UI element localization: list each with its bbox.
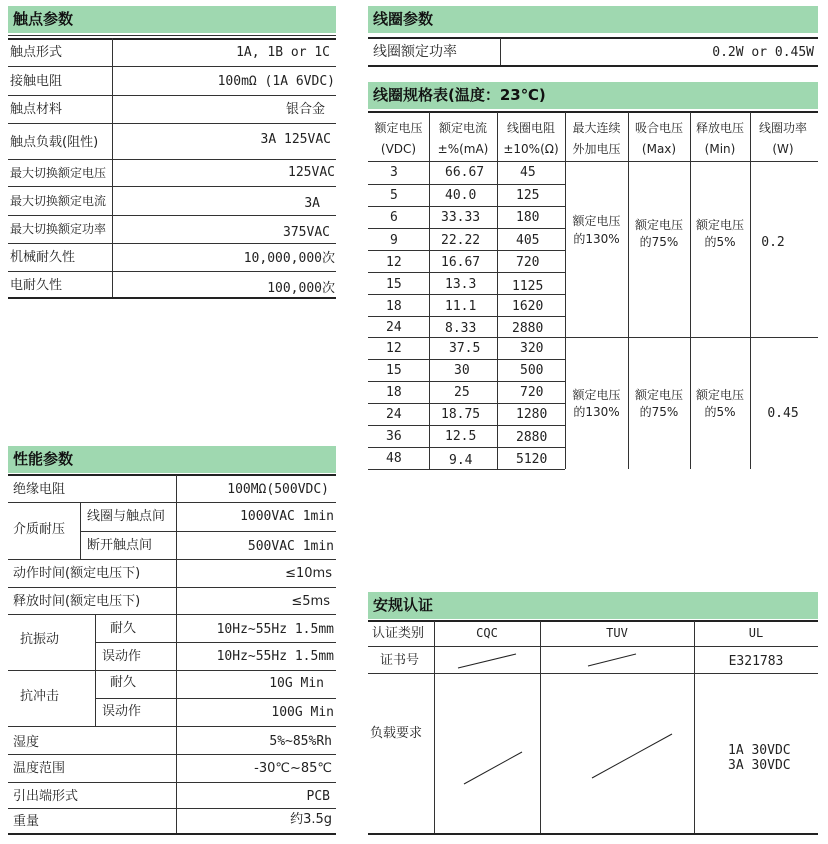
spec-header-resistance-unit: ±10%(Ω) (503, 142, 559, 156)
spec-header-max-2: 外加电压 (572, 142, 621, 156)
spec-row-current: 33.33 (441, 210, 481, 225)
max-switch-current-label: 最大切换额定电流 (10, 194, 107, 208)
contact-resistance-label: 接触电阻 (10, 74, 63, 89)
spec-row-resistance: 125 (516, 188, 540, 203)
vibration-label: 抗振动 (20, 632, 60, 647)
spec-g1-pickup: 额定电压 (634, 218, 683, 232)
cert-ul-number: E321783 (728, 654, 784, 669)
spec-header-max: 最大连续 (572, 121, 621, 135)
spec-g1-pickup-2: 的75% (639, 235, 679, 249)
weight-label: 重量 (13, 814, 40, 829)
spec-row-current: 9.4 (449, 453, 473, 468)
dielectric-open-contact-value: 500VAC 1min (247, 539, 334, 554)
spec-header-current-unit: ±%(mA) (437, 142, 489, 156)
cert-cqc-number-slash (458, 652, 518, 670)
spec-g2-max: 额定电压 (572, 388, 621, 402)
spec-header-pickup-unit: (Max) (641, 142, 677, 156)
coil-power-label: 线圈额定功率 (373, 44, 457, 60)
coil-power-value: 0.2W or 0.45W (712, 45, 814, 60)
contact-material-value: 银合金 (285, 102, 325, 117)
spec-g2-release: 额定电压 (695, 388, 744, 402)
spec-g2-max-2: 的130% (573, 405, 620, 419)
spec-row-resistance: 45 (520, 165, 536, 180)
cert-load-label: 负载要求 (370, 726, 423, 741)
spec-row-current: 37.5 (449, 341, 481, 356)
spec-g2-power: 0.45 (767, 406, 799, 421)
spec-row-voltage: 18 (386, 385, 402, 400)
spec-row-resistance: 2880 (516, 430, 548, 445)
temperature-value: -30℃~85℃ (254, 761, 332, 776)
spec-g1-max-2: 的130% (573, 232, 620, 246)
perf-section-title: 性能参数 (8, 446, 336, 473)
spec-header-release: 释放电压 (695, 121, 744, 135)
spec-header-power-unit: (W) (772, 142, 794, 156)
spec-row-current: 30 (454, 363, 470, 378)
spec-row-current: 25 (454, 385, 470, 400)
coil-section-title: 线圈参数 (368, 6, 818, 33)
spec-row-resistance: 1280 (516, 407, 548, 422)
insulation-label: 绝缘电阻 (13, 482, 66, 497)
spec-g1-power: 0.2 (761, 235, 785, 250)
spec-row-voltage: 15 (386, 363, 402, 378)
spec-row-voltage: 5 (390, 188, 398, 203)
terminal-value: PCB (306, 789, 330, 804)
spec-row-current: 40.0 (445, 188, 477, 203)
spec-g2-pickup-2: 的75% (639, 405, 679, 419)
contact-form-label: 触点形式 (10, 45, 63, 60)
spec-row-current: 11.1 (445, 299, 477, 314)
spec-row-resistance: 720 (520, 385, 544, 400)
contact-section-title: 触点参数 (8, 6, 336, 33)
contact-material-label: 触点材料 (10, 102, 63, 117)
cert-ul-load-1: 1A 30VDC (728, 743, 791, 758)
operate-time-label: 动作时间(额定电压下) (13, 566, 141, 581)
spec-header-current: 额定电流 (438, 121, 487, 135)
cert-ul: UL (748, 626, 764, 640)
spec-row-resistance: 500 (520, 363, 544, 378)
vibration-malfunction-label: 误动作 (102, 649, 142, 664)
spec-row-resistance: 720 (516, 255, 540, 270)
spec-row-voltage: 36 (386, 429, 402, 444)
cert-tuv: TUV (606, 626, 628, 640)
spec-header-pickup: 吸合电压 (634, 121, 683, 135)
shock-endurance-value: 10G Min (269, 676, 324, 691)
release-time-value: ≤5ms (291, 594, 330, 609)
mechanical-life-label: 机械耐久性 (10, 250, 76, 265)
release-time-label: 释放时间(额定电压下) (13, 594, 141, 609)
spec-row-resistance: 1620 (512, 299, 544, 314)
spec-row-voltage: 12 (386, 341, 402, 356)
spec-row-current: 13.3 (445, 277, 477, 292)
electrical-life-label: 电耐久性 (10, 278, 63, 293)
spec-row-voltage: 48 (386, 451, 402, 466)
humidity-value: 5%~85%Rh (269, 734, 332, 749)
spec-g1-max: 额定电压 (572, 214, 621, 228)
cert-ul-load-2: 3A 30VDC (728, 758, 791, 773)
cert-cqc: CQC (476, 626, 498, 640)
spec-row-voltage: 6 (390, 210, 398, 225)
operate-time-value: ≤10ms (285, 566, 332, 581)
spec-row-current: 18.75 (441, 407, 481, 422)
dielectric-coil-contact-value: 1000VAC 1min (240, 509, 334, 524)
spec-row-voltage: 18 (386, 299, 402, 314)
spec-g1-release: 额定电压 (695, 218, 744, 232)
max-switch-voltage-value: 125VAC (288, 165, 335, 180)
cert-category-label: 认证类别 (372, 626, 425, 641)
mechanical-life-value: 10,000,000次 (243, 251, 335, 266)
terminal-label: 引出端形式 (13, 789, 79, 804)
spec-row-resistance: 180 (516, 210, 540, 225)
shock-label: 抗冲击 (20, 689, 60, 704)
spec-header-resistance: 线圈电阻 (506, 121, 555, 135)
cert-tuv-number-slash (588, 652, 638, 668)
vibration-malfunction-value: 10Hz~55Hz 1.5mm (216, 649, 334, 664)
cert-section-title: 安规认证 (368, 592, 818, 619)
max-switch-current-value: 3A (304, 196, 320, 211)
spec-row-voltage: 15 (386, 277, 402, 292)
spec-header-release-unit: (Min) (704, 142, 736, 156)
contact-load-label: 触点负载(阻性) (10, 135, 99, 150)
spec-g1-release-2: 的5% (704, 235, 736, 249)
temperature-label: 温度范围 (13, 761, 66, 776)
cert-cqc-load-slash (464, 750, 524, 786)
spec-row-voltage: 9 (390, 233, 398, 248)
spec-row-current: 8.33 (445, 321, 477, 336)
spec-row-voltage: 3 (390, 165, 398, 180)
spec-header-voltage: 额定电压 (374, 121, 423, 135)
spec-row-current: 16.67 (441, 255, 481, 270)
spec-row-resistance: 405 (516, 233, 540, 248)
contact-resistance-value: 100mΩ (1A 6VDC) (217, 74, 335, 89)
vibration-endurance-label: 耐久 (110, 621, 137, 636)
max-switch-power-value: 375VAC (283, 225, 330, 240)
cert-tuv-load-slash (592, 732, 674, 780)
spec-g2-pickup: 额定电压 (634, 388, 683, 402)
shock-malfunction-value: 100G Min (271, 705, 334, 720)
contact-load-value: 3A 125VAC (260, 132, 331, 147)
shock-malfunction-label: 误动作 (102, 704, 142, 719)
spec-section-title: 线圈规格表(温度：23℃) (368, 82, 818, 109)
dielectric-open-contact-label: 断开触点间 (87, 538, 153, 553)
spec-row-resistance: 1125 (512, 279, 544, 294)
weight-value: 约3.5g (290, 812, 332, 827)
spec-row-resistance: 5120 (516, 452, 548, 467)
max-switch-voltage-label: 最大切换额定电压 (10, 166, 107, 180)
spec-row-voltage: 24 (386, 407, 402, 422)
spec-header-voltage-unit: (VDC) (380, 142, 417, 156)
spec-row-resistance: 320 (520, 341, 544, 356)
vibration-endurance-value: 10Hz~55Hz 1.5mm (216, 622, 334, 637)
electrical-life-value: 100,000次 (267, 281, 335, 296)
cert-number-label: 证书号 (380, 653, 420, 668)
shock-endurance-label: 耐久 (110, 675, 137, 690)
dielectric-coil-contact-label: 线圈与触点间 (87, 509, 166, 524)
dielectric-label: 介质耐压 (13, 522, 66, 537)
insulation-value: 100MΩ(500VDC) (227, 482, 329, 497)
spec-row-voltage: 24 (386, 320, 402, 335)
spec-row-current: 22.22 (441, 233, 481, 248)
spec-row-voltage: 12 (386, 255, 402, 270)
spec-row-current: 12.5 (445, 429, 477, 444)
spec-row-current: 66.67 (445, 165, 485, 180)
spec-g2-release-2: 的5% (704, 405, 736, 419)
spec-row-resistance: 2880 (512, 321, 544, 336)
max-switch-power-label: 最大切换额定功率 (10, 222, 107, 236)
humidity-label: 湿度 (13, 735, 40, 750)
spec-header-power: 线圈功率 (758, 121, 807, 135)
contact-form-value: 1A, 1B or 1C (236, 45, 330, 60)
